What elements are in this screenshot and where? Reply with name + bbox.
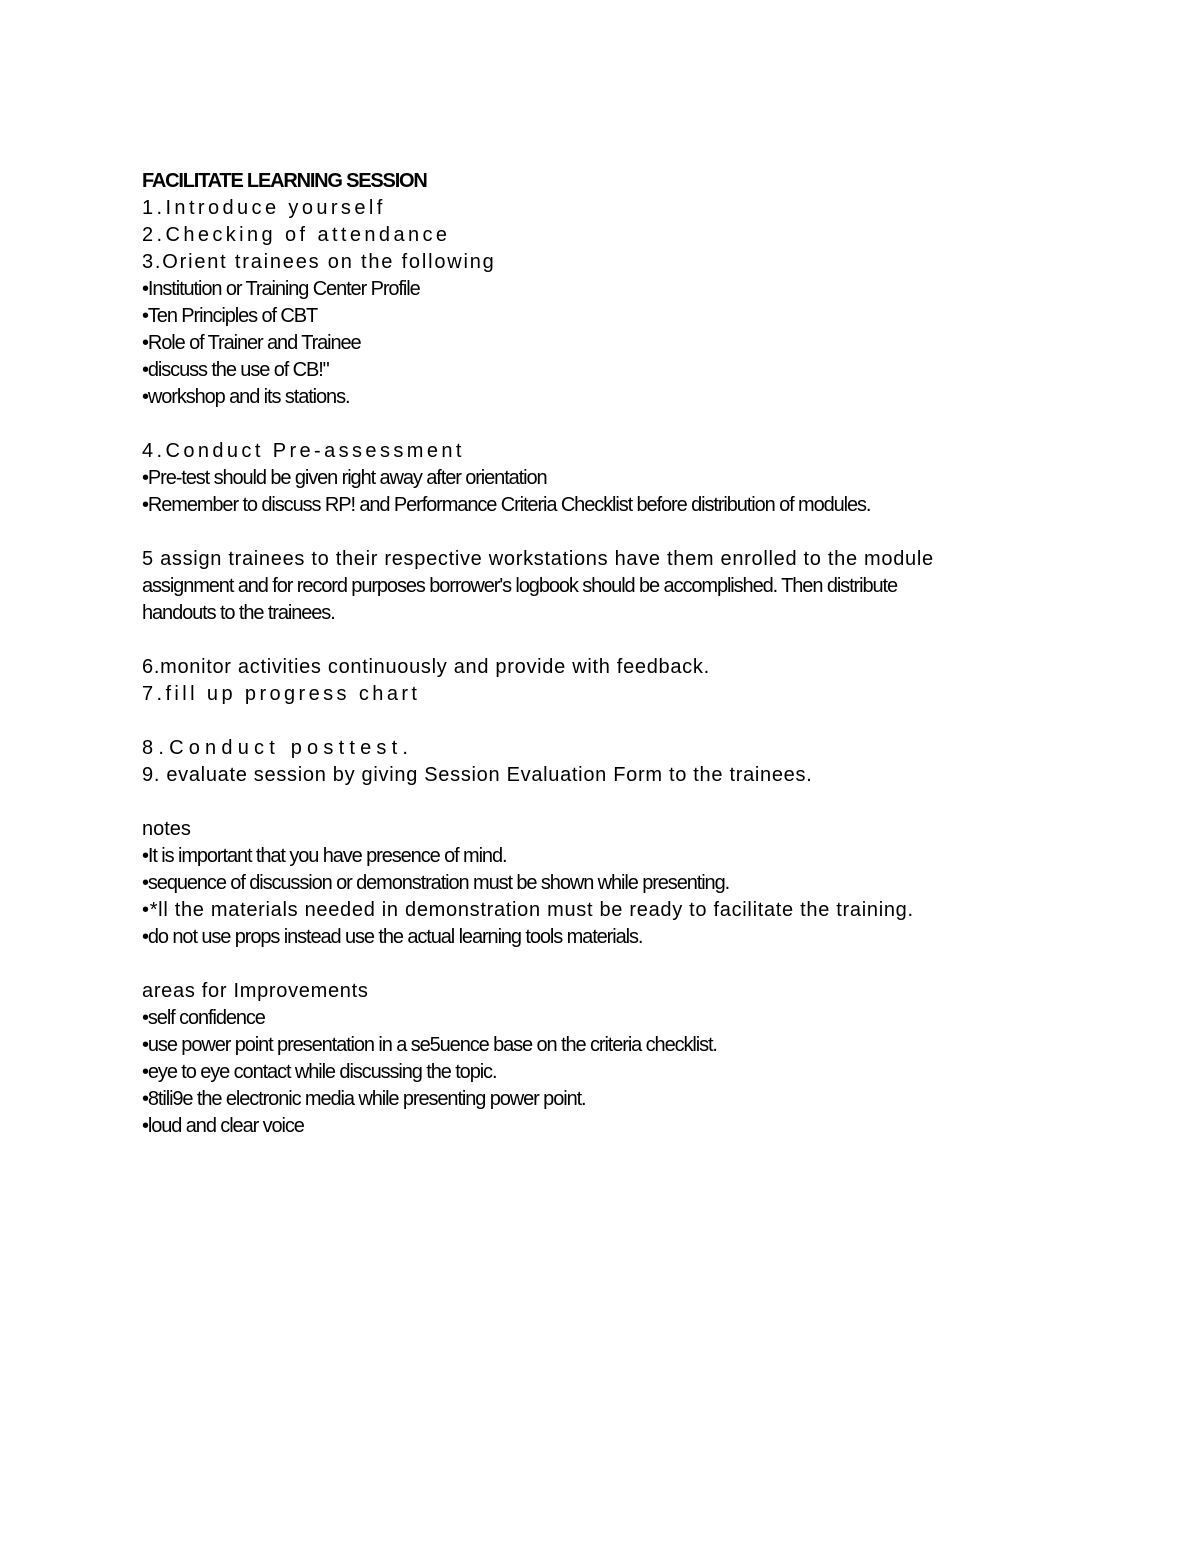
step-2: 2.Checking of attendance xyxy=(142,224,451,246)
spacer xyxy=(142,951,1102,978)
orient-bullet-1: •Institution or Training Center Profile xyxy=(142,278,420,300)
step-6: 6.monitor activities continuously and provide with feedback. xyxy=(142,656,710,678)
step-3: 3.Orient trainees on the following xyxy=(142,251,496,273)
spacer xyxy=(142,708,1102,735)
improvements-item-5: •loud and clear voice xyxy=(142,1115,304,1137)
spacer xyxy=(142,411,1102,438)
spacer xyxy=(142,627,1102,654)
step-8: 8.Conduct posttest. xyxy=(142,737,414,759)
notes-item-4: •do not use props instead use the actual learning tools materials. xyxy=(142,926,643,948)
preassess-bullet-2: •Remember to discuss RP! and Performance Criteria Checklist before distribution of modules. xyxy=(142,494,871,516)
spacer xyxy=(142,519,1102,546)
notes-item-2: •sequence of discussion or demonstration must be shown while presenting. xyxy=(142,872,730,894)
step-1: 1.Introduce yourself xyxy=(142,197,386,219)
step-5-line-1: 5 assign trainees to their respective workstations have them enrolled to the module xyxy=(142,548,934,570)
document-title: FACILITATE LEARNING SESSION xyxy=(142,170,427,192)
improvements-item-4: •8tili9e the electronic media while presenting power point. xyxy=(142,1088,586,1110)
spacer xyxy=(142,789,1102,816)
orient-bullet-2: •Ten Principles of CBT xyxy=(142,305,318,327)
step-5-line-3: handouts to the trainees. xyxy=(142,602,335,624)
step-5-line-2: assignment and for record purposes borrower's logbook should be accomplished. Then distribute xyxy=(142,575,897,597)
notes-heading: notes xyxy=(142,818,191,840)
step-9: 9. evaluate session by giving Session Evaluation Form to the trainees. xyxy=(142,764,813,786)
preassess-bullet-1: •Pre-test should be given right away after orientation xyxy=(142,467,547,489)
improvements-heading: areas for Improvements xyxy=(142,980,369,1002)
improvements-item-1: •self confidence xyxy=(142,1007,265,1029)
notes-item-3: •*ll the materials needed in demonstration must be ready to facilitate the training. xyxy=(142,899,914,921)
notes-item-1: •It is important that you have presence of mind. xyxy=(142,845,507,867)
orient-bullet-5: •workshop and its stations. xyxy=(142,386,350,408)
step-4: 4.Conduct Pre-assessment xyxy=(142,440,465,462)
improvements-item-3: •eye to eye contact while discussing the topic. xyxy=(142,1061,497,1083)
orient-bullet-4: •discuss the use of CB!" xyxy=(142,359,329,381)
orient-bullet-3: •Role of Trainer and Trainee xyxy=(142,332,361,354)
improvements-item-2: •use power point presentation in a se5uence base on the criteria checklist. xyxy=(142,1034,717,1056)
document-body xyxy=(142,168,1102,1140)
step-7: 7.fill up progress chart xyxy=(142,683,421,705)
